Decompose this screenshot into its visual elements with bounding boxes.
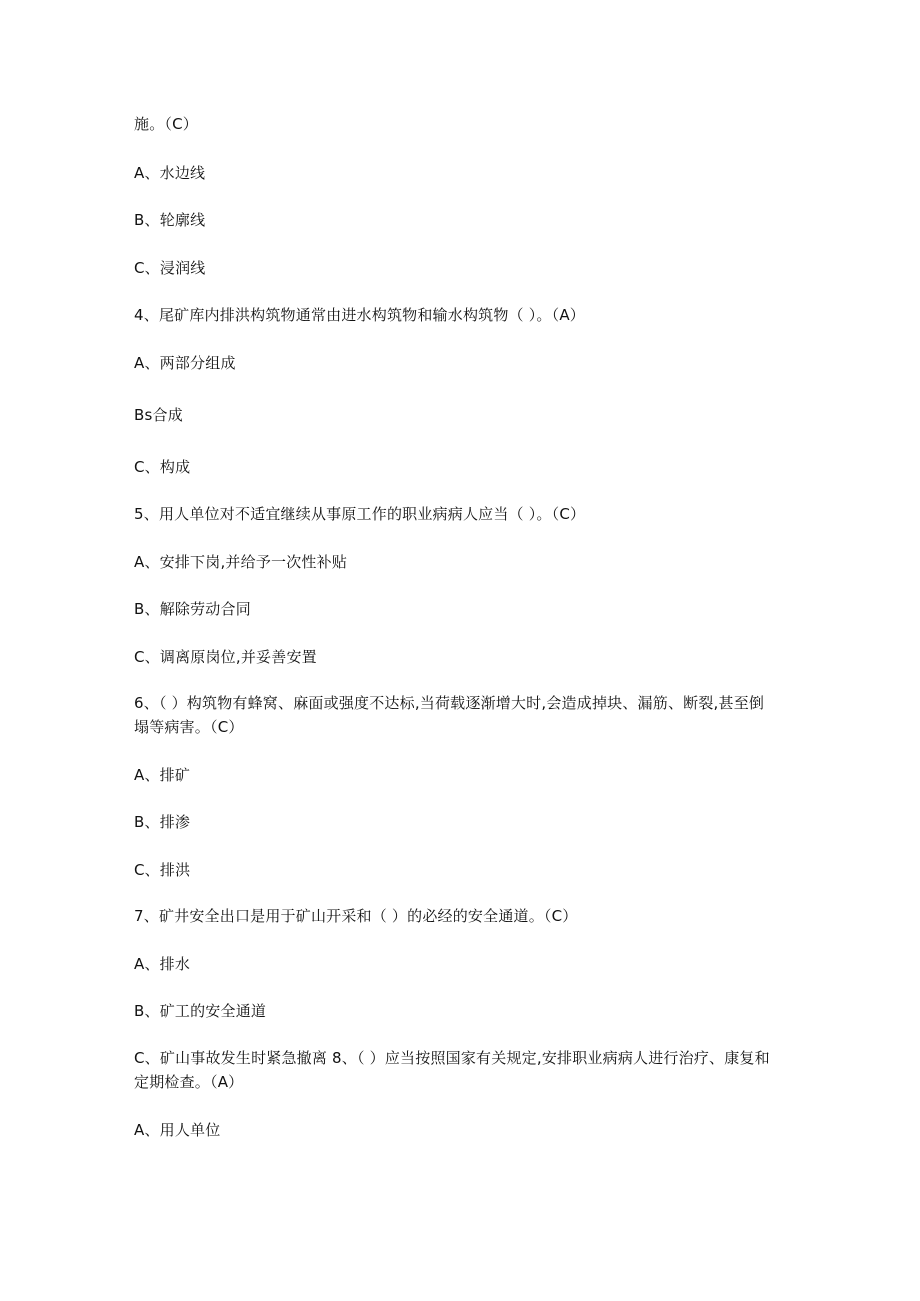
question-line: 塌等病害。（C） (134, 718, 244, 736)
question-line: 定期检查。（A） (134, 1073, 244, 1091)
option-line: B、矿工的安全通道 (134, 1002, 267, 1020)
option-line: A、两部分组成 (134, 354, 236, 372)
option-line: C、构成 (134, 458, 191, 476)
option-line: A、水边线 (134, 164, 206, 182)
option-line: C、矿山事故发生时紧急撤离 8、（ ）应当按照国家有关规定,安排职业病病人进行治疗、康复和 (134, 1049, 770, 1067)
option-line: B、轮廓线 (134, 211, 206, 229)
option-line: A、排水 (134, 955, 191, 973)
option-line: Bs合成 (134, 406, 183, 424)
option-line: C、调离原岗位,并妥善安置 (134, 648, 317, 666)
question-line: 6、（ ）构筑物有蜂窝、麻面或强度不达标,当荷载逐渐增大时,会造成掉块、漏筋、断裂,甚至倒 (134, 694, 765, 712)
option-line: A、用人单位 (134, 1121, 221, 1139)
option-line: A、排矿 (134, 766, 191, 784)
option-line: B、解除劳动合同 (134, 600, 251, 618)
option-line: C、浸润线 (134, 259, 206, 277)
question-line: 7、矿井安全出口是用于矿山开采和（ ）的必经的安全通道。（C） (134, 907, 578, 925)
question-line: 5、用人单位对不适宜继续从事原工作的职业病病人应当（ ）。（C） (134, 505, 586, 523)
option-line: C、排洪 (134, 861, 191, 879)
text-line: 施。（C） (134, 115, 198, 133)
question-line: 4、尾矿库内排洪构筑物通常由进水构筑物和输水构筑物（ ）。（A） (134, 306, 585, 324)
option-line: A、安排下岗,并给予一次性补贴 (134, 553, 348, 571)
option-line: B、排渗 (134, 813, 191, 831)
